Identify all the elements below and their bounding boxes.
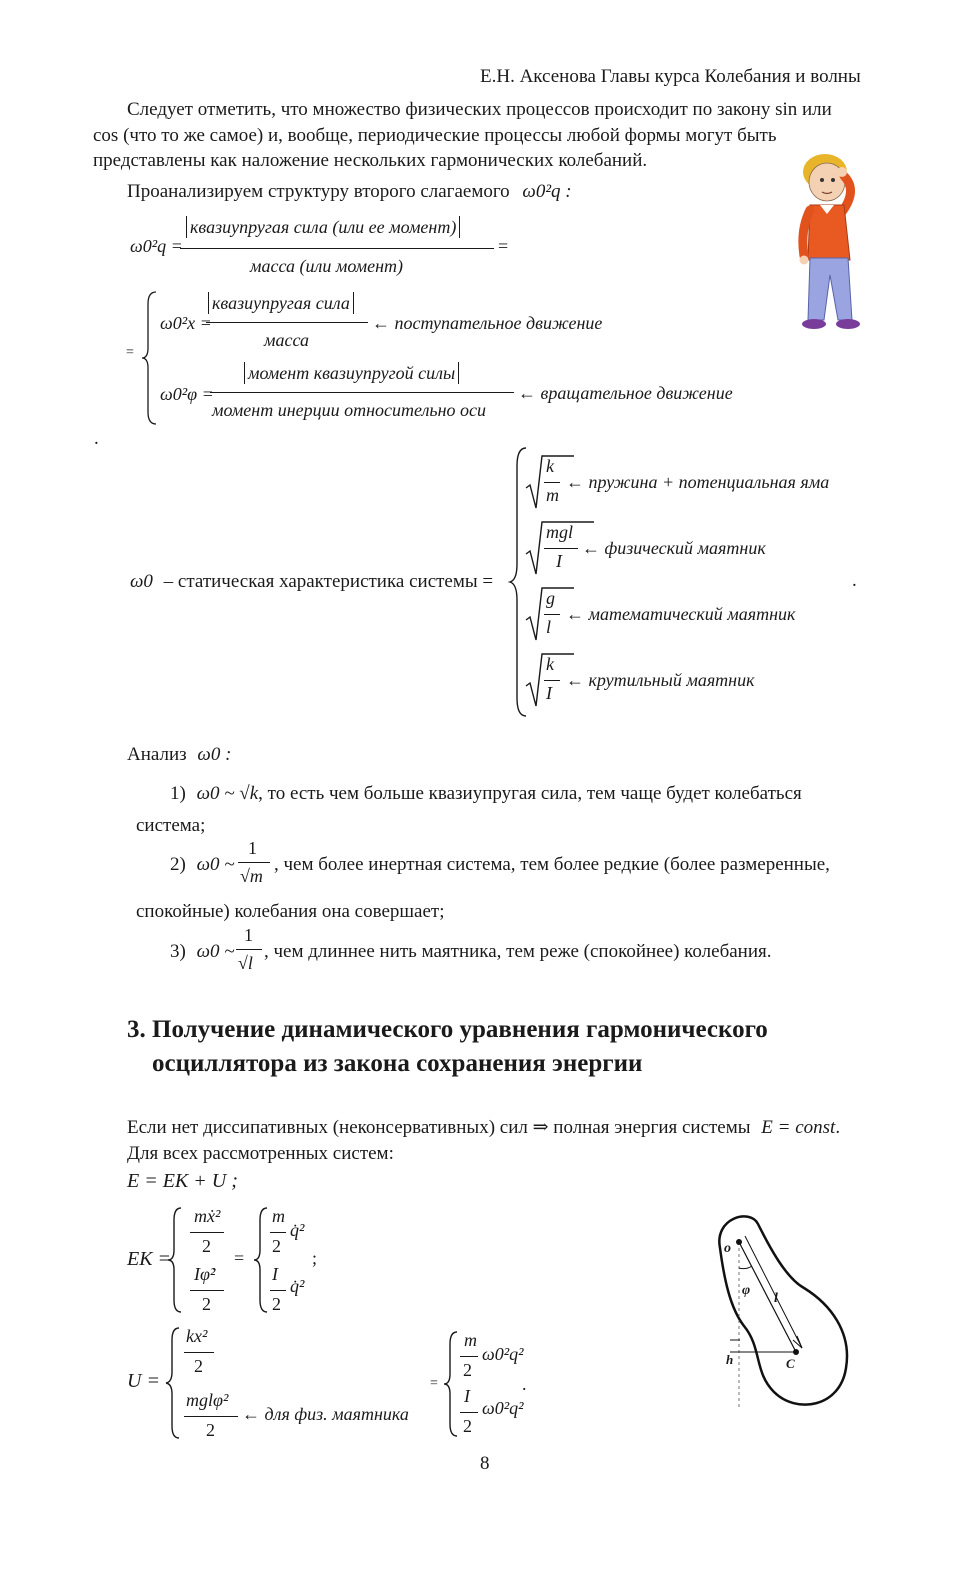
formula2-row2-bar [210, 392, 514, 393]
analyze-term-text: Проанализируем структуру второго слагаемого ω0²q : [127, 181, 572, 202]
formula2-row2-den: момент инерции относительно оси [212, 400, 487, 420]
boy-shirt [808, 205, 850, 260]
u-r1-num: m [464, 1330, 477, 1350]
formula1-denominator: масса (или момент) [250, 256, 404, 276]
u-brace-left [164, 1326, 182, 1440]
case-numerator: k [546, 456, 554, 476]
u-case1-num: kx² [186, 1326, 208, 1346]
analysis-item-2-cont: спокойные) колебания она совершает; [136, 901, 445, 922]
label-h: h [726, 1352, 734, 1367]
formula2-row1-den: масса [264, 330, 309, 350]
u-r2-tail: ω0²q² [482, 1398, 524, 1418]
u-r1-tail: ω0²q² [482, 1344, 524, 1364]
u-lhs: U = [127, 1370, 160, 1392]
ek-case2-bar [190, 1290, 224, 1291]
formula2-row1-lhs: ω0²x = [160, 313, 212, 333]
u-end: . [522, 1374, 527, 1394]
case-fraction-bar [544, 680, 560, 681]
ek-lhs: EK = [127, 1248, 172, 1270]
omega-static-label: ω0 – статическая характеристика системы = [130, 571, 494, 592]
ek-r1-tail: q̇² [290, 1220, 305, 1240]
ek-case1-num: mẋ² [194, 1206, 221, 1226]
intro-line-1: Следует отметить, что множество физических процессов происходит по закону sin или [127, 99, 832, 120]
formula2-row2-note: ← вращательное движение [518, 383, 733, 403]
u-case2-bar [184, 1416, 238, 1417]
analysis-item-2-frac-den: √m [240, 866, 263, 886]
case-denominator: m [546, 485, 559, 505]
analysis-item-2-frac-num: 1 [248, 838, 257, 858]
u-r2-bar [460, 1412, 478, 1413]
case-note: ← математический маятник [566, 604, 796, 624]
page-number: 8 [480, 1453, 490, 1474]
analysis-item-3-text: , чем длиннее нить маятника, тем реже (спокойнее) колебания. [264, 941, 772, 962]
ek-r2-tail: q̇² [290, 1276, 305, 1296]
formula2-row1-num: квазиупругая сила [208, 292, 354, 314]
case-fraction-bar [544, 482, 560, 483]
analysis-item-2-frac-bar [238, 862, 270, 863]
ek-r2-bar [270, 1290, 286, 1291]
physical-pendulum-figure [700, 1208, 860, 1428]
ek-r1-bar [270, 1232, 286, 1233]
formula2-brace [140, 290, 160, 426]
u-case2-num: mglφ² [186, 1390, 229, 1410]
running-header: Е.Н. Аксенова Главы курса Колебания и волны [480, 66, 861, 87]
formula2-row1-note: ← поступательное движение [372, 313, 603, 333]
analysis-item-3-frac-den: √l [238, 953, 253, 973]
u-r2-num: I [464, 1386, 470, 1406]
ek-r1-den: 2 [272, 1236, 281, 1256]
u-r1-den: 2 [463, 1360, 472, 1380]
analyze-term-math: ω0²q : [522, 181, 572, 202]
analysis-item-1: 1) ω0 ~ √k, то есть чем больше квазиупругая сила, тем чаще будет колебаться [170, 783, 802, 804]
cartoon-boy-illustration [780, 150, 880, 340]
case-note: ← крутильный маятник [566, 670, 755, 690]
ek-r1-num: m [272, 1206, 285, 1226]
intro-line-3: представлены как наложение нескольких гармонических колебаний. [93, 150, 648, 171]
analysis-item-3: 3) ω0 ~ [170, 941, 235, 962]
ek-case1-den: 2 [202, 1236, 211, 1256]
label-l: l [774, 1291, 778, 1306]
center-of-mass-point [793, 1349, 799, 1355]
case-note: ← физический маятник [582, 538, 766, 558]
analysis-item-3-frac-num: 1 [244, 925, 253, 945]
ek-brace-left [166, 1206, 184, 1314]
ek-r2-num: I [272, 1264, 278, 1284]
formula1-lhs: ω0²q = [130, 236, 183, 256]
formula2-row2-num: момент квазиупругой силы [244, 362, 459, 384]
u-r2-den: 2 [463, 1416, 472, 1436]
pivot-point [736, 1239, 742, 1245]
case-numerator: g [546, 588, 555, 608]
case-denominator: I [546, 683, 552, 703]
ek-case2-num: Iφ̇² [194, 1264, 216, 1284]
formula1-numerator: квазиупругая сила (или ее момент) [186, 216, 460, 238]
analysis-item-1-cont: система; [136, 815, 206, 836]
section3-paragraph-2: Для всех рассмотренных систем: [127, 1143, 394, 1164]
analysis-item-2: 2) ω0 ~ [170, 854, 235, 875]
analysis-item-3-frac-bar [236, 949, 262, 950]
ek-brace-right [252, 1206, 270, 1314]
section3-heading-line1: 3. Получение динамического уравнения гармонического [127, 1016, 768, 1043]
ek-case1-bar [190, 1232, 224, 1233]
case-numerator: k [546, 654, 554, 674]
u-case1-den: 2 [194, 1356, 203, 1376]
section3-heading-line2: осциллятора из закона сохранения энергии [152, 1050, 643, 1077]
intro-line-2: cos (что то же самое) и, вообще, периодические процессы любой формы могут быть [93, 125, 777, 146]
ek-r2-den: 2 [272, 1294, 281, 1314]
u-brace-right [442, 1330, 460, 1438]
u-case2-den: 2 [206, 1420, 215, 1440]
boy-pants [808, 258, 852, 320]
ek-eq: = [234, 1248, 245, 1268]
u-eq: = [430, 1376, 438, 1391]
analysis-title: Анализ ω0 : [127, 744, 232, 765]
analysis-item-2-text: , чем более инертная система, тем более редкие (более размеренные, [274, 854, 830, 875]
stray-dot: . [94, 428, 99, 449]
formula2-row2-lhs: ω0²φ = [160, 384, 214, 404]
case-denominator: l [546, 617, 552, 637]
label-o: o [724, 1241, 731, 1256]
case-fraction-bar [544, 614, 560, 615]
case-fraction-bar [544, 548, 578, 549]
ek-end: ; [312, 1248, 318, 1268]
label-c: C [786, 1356, 795, 1371]
formula1-fraction-bar [180, 248, 494, 249]
energy-equation: E = EK + U ; [127, 1170, 238, 1192]
formula2-row1-bar [206, 322, 368, 323]
section3-paragraph-1: Если нет диссипативных (неконсервативных) сил ⇒ полная энергия системы E = const. [127, 1117, 841, 1138]
formula2-eq: = [126, 345, 134, 360]
case-numerator: mgl [546, 522, 573, 542]
u-case1-bar [184, 1352, 214, 1353]
case-note: ← пружина + потенциальная яма [566, 472, 830, 492]
formula1-tail: = [498, 236, 509, 256]
ek-case2-den: 2 [202, 1294, 211, 1314]
angle-arc [739, 1266, 752, 1269]
u-case2-note: ← для физ. маятника [242, 1404, 409, 1424]
case-denominator: I [556, 551, 562, 571]
u-r1-bar [460, 1356, 478, 1357]
label-phi: φ [742, 1283, 751, 1298]
omega-end-dot: . [852, 570, 857, 591]
